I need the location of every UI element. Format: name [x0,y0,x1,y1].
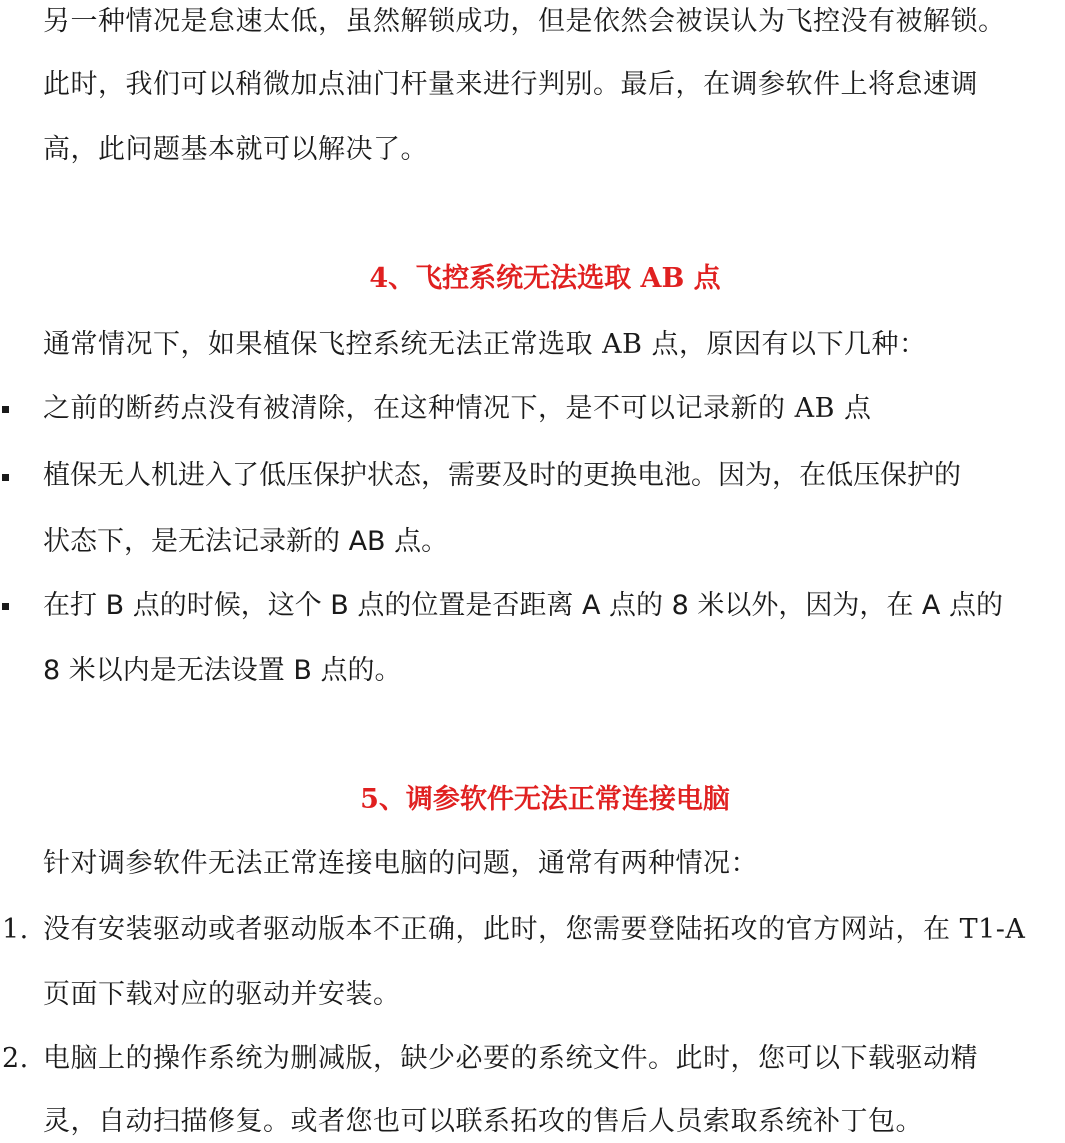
list-item-line: 灵，自动扫描修复。或者您也可以联系拓攻的售后人员索取系统补丁包。 [43,1106,923,1137]
section-heading-4: 4、飞控系统无法选取 AB 点 [369,263,721,294]
section-heading-5: 5、调参软件无法正常连接电脑 [360,784,730,815]
paragraph-line: 另一种情况是怠速太低，虽然解锁成功，但是依然会被误认为飞控没有被解锁。 [43,6,1006,37]
bullet-marker [2,406,9,413]
bullet-item-line: 之前的断药点没有被清除，在这种情况下，是不可以记录新的 AB 点 [43,393,872,424]
paragraph-line: 此时，我们可以稍微加点油门杆量来进行判别。最后，在调参软件上将怠速调 [43,69,978,100]
bullet-marker [2,603,9,610]
bullet-item-line: 植保无人机进入了低压保护状态，需要及时的更换电池。因为，在低压保护的 [43,460,961,491]
bullet-item-line: 在打 B 点的时候，这个 B 点的位置是否距离 A 点的 8 米以外，因为，在 A 点的 [43,590,1003,621]
bullet-marker [2,474,9,481]
paragraph-line: 高，此问题基本就可以解决了。 [43,134,428,165]
list-number: 1. [2,914,29,945]
list-item-line: 页面下载对应的驱动并安装。 [43,979,401,1010]
bullet-item-line: 8 米以内是无法设置 B 点的。 [43,655,402,686]
section-intro: 针对调参软件无法正常连接电脑的问题，通常有两种情况： [43,848,758,879]
list-number: 2. [2,1043,29,1074]
list-item-line: 电脑上的操作系统为删减版，缺少必要的系统文件。此时，您可以下载驱动精 [43,1043,978,1074]
bullet-item-line: 状态下，是无法记录新的 AB 点。 [43,526,449,557]
list-item-line: 没有安装驱动或者驱动版本不正确，此时，您需要登陆拓攻的官方网站，在 T1-A [43,914,1026,945]
section-intro: 通常情况下，如果植保飞控系统无法正常选取 AB 点，原因有以下几种： [43,329,927,360]
